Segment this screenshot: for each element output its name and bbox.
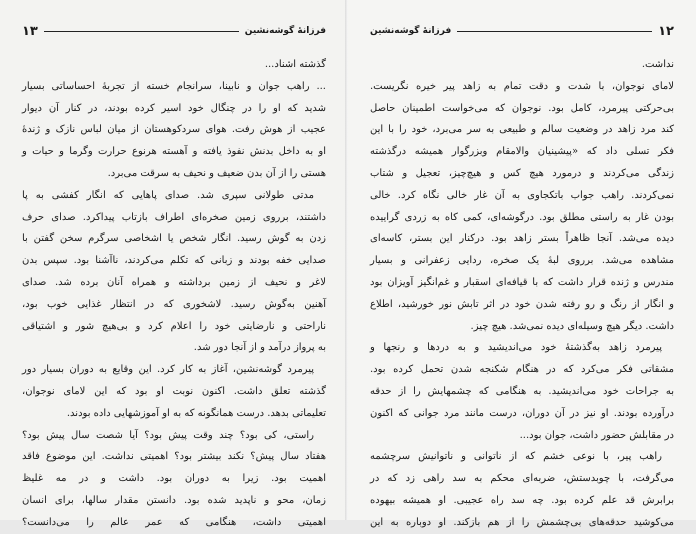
text-line: مدتی طولانی سپری شد. صدای پاهایی که انگار کفشی به پا [22,189,314,201]
text-line: زندگی می‌کردند و درمورد هیچ کس و هیچ‌چیز، تعجیل و شتاب [370,167,674,179]
text-line: تعلیماتی بدهد. درست همانگونه که به او آموزشهایی داده بودند. [66,407,326,419]
text-line: گذشته تعلق داشت. اکنون نوبت او بود که این لامای نوجوان، [22,385,326,397]
text-line: پیرمرد زاهد به‌گذشتهٔ خود می‌اندیشید و به دردها و رنجها و [370,342,662,354]
text-line: نداشت. [641,59,674,70]
text-line: اهمیت بود. زیرا به دوران بود. داشت و در مه غلیظ [22,473,326,485]
text-line: و انگار از رنگ و رو رفته شدن خود در اثر تابش نور خورشید، اطلاع [370,298,674,310]
text-line: هفتاد سال پیش؟ نکند بیشتر بود؟ اهمیتی نداشت. این موضوع فاقد [22,451,326,463]
left-page [0,0,348,528]
text-line: درآورده بودند. او نیز در آن دوران، درست مانند مرد جوانی که اکنون [370,407,674,419]
text-line: بی‌حرکتی پیرمرد، کامل بود. نوجوان که می‌خواست اطمینان حاصل [370,102,674,114]
text-line: مشقاتی فکر می‌کرد که در هنگام شکنجه شدن تحمل کرده بود. [370,364,674,376]
left-page-body [22,54,326,534]
text-line: کند مرد زاهد در وضعیت سالم و طبیعی به سر می‌برد، خود را با این [370,124,674,136]
text-line: عجیب از هوش رفت. هوای سردکوهستان از میان لباس نازک و ژندهٔ [22,124,326,136]
left-page-number: ۱۳ [22,23,38,39]
text-line: مندرس و ژنده قرار داشت که با قیافه‌ای اسقبار و غم‌انگیز آویزان بود [370,276,674,288]
text-line: به جراحات خود می‌اندیشید. به هنگامی که چشمهایش را از حدقه [370,385,674,397]
right-page-body [370,54,674,534]
text-line: ... راهب جوان و نابینا، سرانجام خسته از تجربهٔ احساساتی بسیار [22,80,326,92]
text-line: اهمیتی داشت، هنگامی که عمر عالم را می‌دانست؟ [22,516,326,528]
text-line: زدن به گوش رسید. انگار شخص یا اشخاصی سرگرم سخن گفتن با [22,233,326,245]
text-line: بودن غار به راستی مطلق بود. درگوشه‌ای، کمی کاه به زردی گراییده [370,211,674,223]
text-line: پیرمرد گوشه‌نشین، آغاز به کار کرد. این وقایع به دوران بسیار دور [22,364,314,376]
left-page-header [22,22,326,40]
text-line: آهنین به‌گوش رسید. لاشخوری که در انتظار غذایی خوب بود، [22,298,326,310]
header-rule [44,31,239,32]
text-line: می‌کوشید حدقه‌های بی‌چشمش را از هم بازکند. او دوباره به این [370,516,674,528]
text-line: لامای نوجوان، با شدت و دقت تمام به زاهد پیر خیره نگریست. [370,80,674,92]
text-line: او به داخل بدنش نفوذ یافته و آهسته هرنوع حرارت وگرما و حیات و [22,146,326,158]
text-line: هستی را از آن بدن ضعیف و نحیف به سرقت می‌برد. [107,167,326,179]
text-line: ناراحتی و نارضایتی خود را اعلام کرد و بی‌هیچ شور و اشتیاقی [22,320,326,332]
right-page-header [370,22,674,40]
text-line: نمی‌کردند. راهب جواب باتکجاوی به آن غار خالی نگاه کرد. خالی [370,189,674,201]
text-line: مشاهده می‌شد. برروی لبهٔ یک صخره، ردایی زعفرانی و بسیار [370,255,674,267]
right-page-number: ۱۲ [658,23,674,39]
text-line: داشتند، برروی زمین صخره‌ای اطراف بازتاب پیداکرد. صدای حرف [22,211,326,223]
text-line: برابرش قد علم کرده بود. چه سد راه عجیبی. او همیشه بیهوده [370,494,674,506]
text-line: زمان، محو و ناپدید شده بود. دانستن مقدار سالها، برای انسان [22,494,326,506]
text-line: راهب پیر، با نوعی خشم که از ناتوانی و ناتوانیش سرچشمه [370,451,662,463]
text-line: گذشته اشناد... [264,59,326,70]
left-running-title: فرزانهٔ گوشه‌نشین [244,26,326,36]
right-page [348,0,696,528]
text-line: لاغر و نحیف از زمین برداشته و همراه آنان برده شد. صدای [22,276,326,288]
text-line: راستی، کی بود؟ چند وقت پیش بود؟ آیا شصت سال پیش بود؟ [22,429,314,441]
text-line: داشت. دیگر هیچ وسیله‌ای دیده نمی‌شد. هیچ چیز. [470,320,674,332]
text-line: فکر تسلی داد که «پیشینیان والامقام وبزرگوار همیشه درگذشته [370,146,674,158]
header-rule [457,31,652,32]
text-line: دیده می‌شد. آنجا ظاهراً بستر زاهد بود. درکنار این بستر، کاسه‌ای [370,233,674,245]
text-line: صدایی خفه بودند و زبانی که تکلم می‌کردند، ناآشنا بود. سپس بدن [22,255,326,267]
right-running-title: فرزانهٔ گوشه‌نشین [370,26,452,36]
text-line: در مقابلش حضور داشت، جوان بود... [519,429,674,441]
text-line: شدید که او را در چنگال خود اسیر کرده بودند، در کنار آن دیوار [22,102,326,114]
text-line: به پرواز درآمد و از آنجا دور شد. [193,342,326,354]
text-line: می‌گرفت، با چوبدستش، ضربه‌ای محکم به سد راهی زد که در [370,473,674,485]
